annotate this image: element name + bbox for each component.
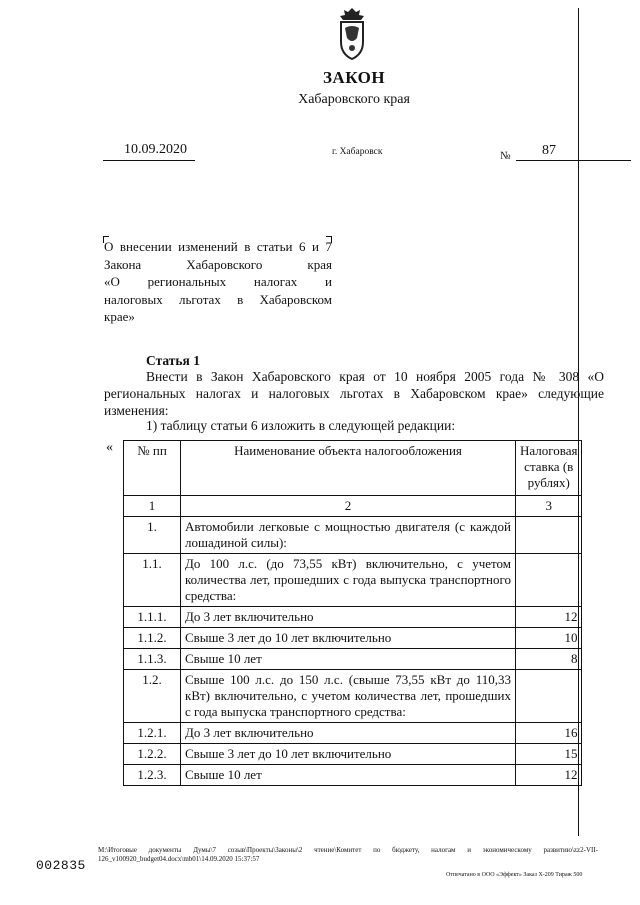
number-underline [516, 160, 631, 161]
row-num: 1.2.1. [124, 723, 181, 744]
row-num: 1.2.2. [124, 744, 181, 765]
colnum-2: 2 [181, 496, 516, 517]
subject-line: крае» [104, 309, 135, 324]
header-rate: Налоговая ставка (в рублях) [516, 441, 582, 496]
date-underline [103, 160, 195, 161]
row-rate [516, 670, 582, 723]
number-sign: № [500, 150, 511, 162]
law-subject [104, 238, 332, 326]
open-quote: « [106, 440, 113, 455]
row-rate: 10 [516, 628, 582, 649]
table-row [124, 723, 582, 744]
row-num: 1.2. [124, 670, 181, 723]
row-name: До 3 лет включительно [181, 723, 516, 744]
row-rate: 12 [516, 607, 582, 628]
table-header-row [124, 441, 582, 496]
row-name: Свыше 3 лет до 10 лет включительно [181, 628, 516, 649]
table-row [124, 744, 582, 765]
row-num: 1. [124, 517, 181, 554]
tax-rate-table [123, 440, 582, 786]
row-name: Свыше 3 лет до 10 лет включительно [181, 744, 516, 765]
law-title: ЗАКОН [322, 68, 386, 87]
coat-of-arms-emblem [332, 6, 372, 62]
table-row [124, 517, 582, 554]
colnum-1: 1 [124, 496, 181, 517]
law-number: 87 [542, 143, 556, 158]
row-num: 1.2.3. [124, 765, 181, 786]
table-row [124, 607, 582, 628]
row-rate: 16 [516, 723, 582, 744]
subject-line: «О региональных налогах и [104, 274, 332, 289]
footer-file-path: M:\Итоговые документы Думы\7 созыв\Проекты\Законы\2 чтение\Комитет по бюджету, налогам и экономическому развитию\zz2-VII-126_v100920_budget04.docx\mb01\14.09.2020 15:37:57 [98, 846, 598, 863]
row-rate: 12 [516, 765, 582, 786]
row-name: До 3 лет включительно [181, 607, 516, 628]
table-colnum-row [124, 496, 582, 517]
footer-doc-number: 002835 [36, 858, 86, 873]
row-num: 1.1.3. [124, 649, 181, 670]
row-name: Автомобили легковые с мощностью двигателя (с каждой лошадиной силы): [181, 517, 516, 554]
law-subtitle: Хабаровского края [298, 92, 410, 107]
article-item-1: 1) таблицу статьи 6 изложить в следующей редакции: [146, 418, 456, 433]
table-row [124, 649, 582, 670]
row-rate: 15 [516, 744, 582, 765]
footer-print-info: Отпечатано в ООО «Эффект» Заказ Х-209 Тираж 500 [446, 872, 583, 878]
colnum-3: 3 [516, 496, 582, 517]
table-row [124, 628, 582, 649]
row-num: 1.1.1. [124, 607, 181, 628]
header-name: Наименование объекта налогообложения [181, 441, 516, 496]
row-rate [516, 554, 582, 607]
article-paragraph: Внести в Закон Хабаровского края от 10 ноября 2005 года № 308 «О региональных налогах и налоговых льготах в Хабаровском крае» следующие изменения: [104, 369, 604, 418]
table-row [124, 670, 582, 723]
law-date: 10.09.2020 [124, 142, 187, 157]
row-name: Свыше 10 лет [181, 649, 516, 670]
row-name: Свыше 10 лет [181, 765, 516, 786]
row-name: До 100 л.с. (до 73,55 кВт) включительно, с учетом количества лет, прошедших с года выпуска транспортного средства: [181, 554, 516, 607]
subject-line: налоговых льготах в Хабаровском [104, 291, 332, 307]
row-rate [516, 517, 582, 554]
row-rate: 8 [516, 649, 582, 670]
subject-line: Закона Хабаровского края [104, 256, 332, 272]
row-name: Свыше 100 л.с. до 150 л.с. (свыше 73,55 кВт до 110,33 кВт) включительно, с учетом количества лет, прошедших с года выпуска транспортного средства: [181, 670, 516, 723]
law-city: г. Хабаровск [332, 147, 383, 157]
article-heading: Статья 1 [146, 353, 200, 368]
header-num: № пп [124, 441, 181, 496]
subject-line: О внесении изменений в статьи 6 и 7 [104, 239, 332, 254]
row-num: 1.1.2. [124, 628, 181, 649]
table-row [124, 765, 582, 786]
table-row [124, 554, 582, 607]
row-num: 1.1. [124, 554, 181, 607]
